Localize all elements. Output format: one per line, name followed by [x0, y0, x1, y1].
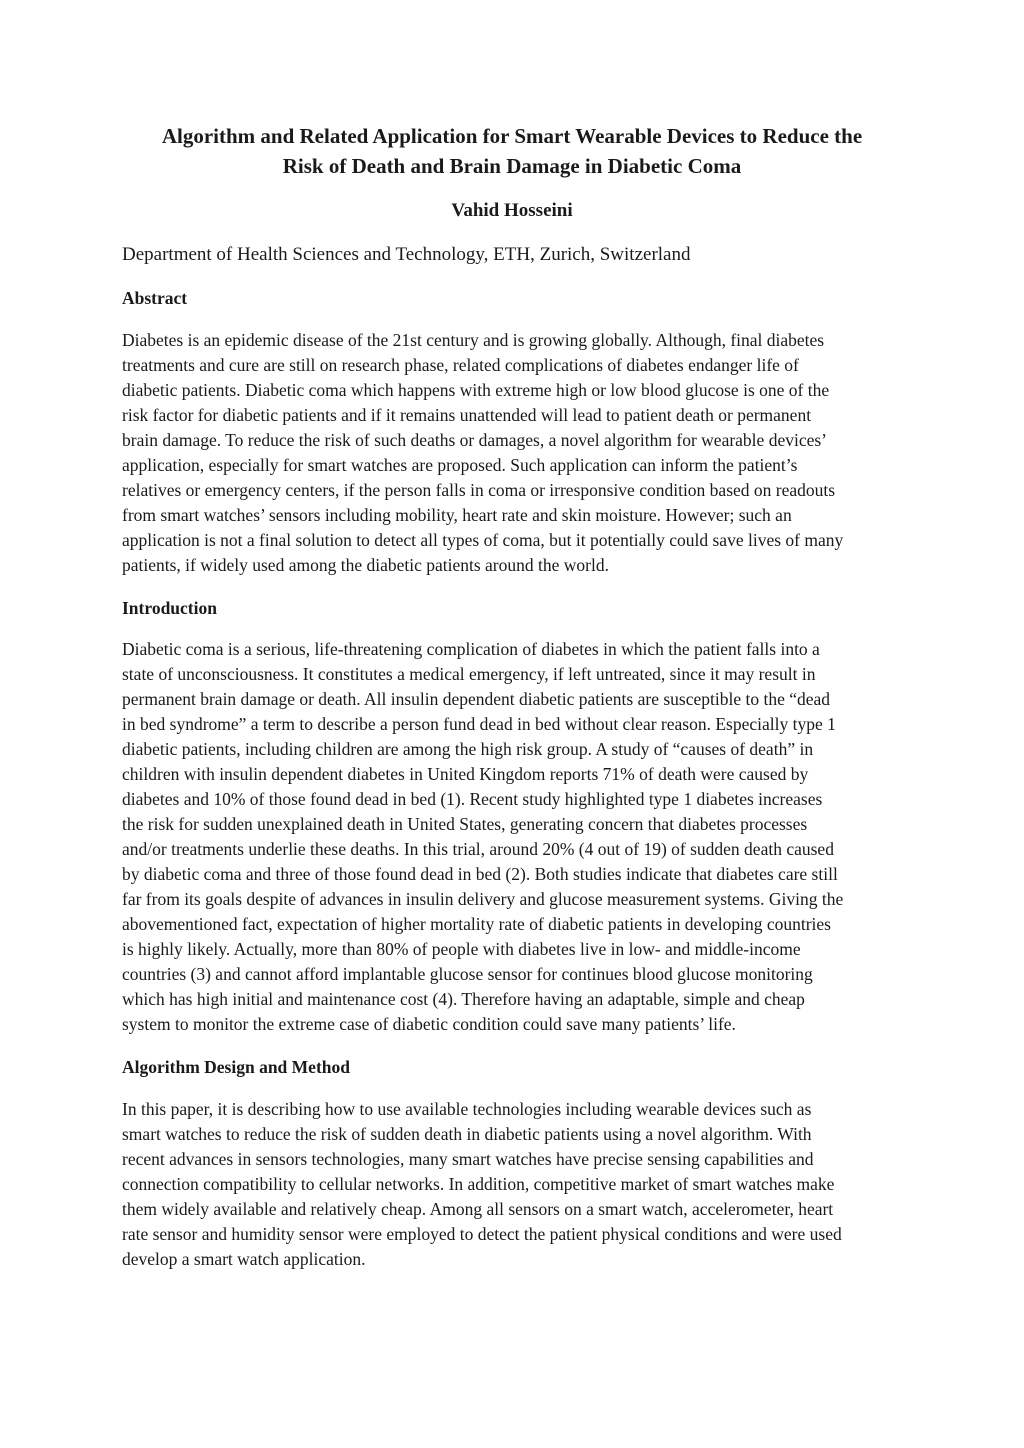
section-heading-introduction: Introduction [122, 598, 217, 618]
text-line: the risk for sudden unexplained death in United States, generating concern that diabetes processes [122, 814, 808, 834]
title-line: Algorithm and Related Application for Smart Wearable Devices to Reduce the [161, 124, 863, 148]
text-line: abovementioned fact, expectation of higher mortality rate of diabetic patients in developing countries [122, 914, 831, 934]
text-line: recent advances in sensors technologies, many smart watches have precise sensing capabilities and [122, 1149, 814, 1169]
text-line: develop a smart watch application. [122, 1249, 366, 1269]
abstract-paragraph [122, 328, 912, 578]
text-line: relatives or emergency centers, if the person falls in coma or irresponsive condition based on readouts [122, 480, 836, 500]
text-line: diabetes and 10% of those found dead in bed (1). Recent study highlighted type 1 diabetes increases [122, 789, 823, 809]
author-affiliation: Department of Health Sciences and Technology, ETH, Zurich, Switzerland [122, 244, 691, 265]
text-line: children with insulin dependent diabetes in United Kingdom reports 71% of death were caused by [122, 764, 809, 784]
text-line: brain damage. To reduce the risk of such deaths or damages, a novel algorithm for wearable devices’ [122, 430, 827, 450]
text-line: Diabetes is an epidemic disease of the 21st century and is growing globally. Although, final diabetes [122, 330, 825, 350]
text-line: which has high initial and maintenance cost (4). Therefore having an adaptable, simple and cheap [122, 989, 805, 1009]
text-line: application is not a final solution to detect all types of coma, but it potentially could save lives of many [122, 530, 844, 550]
text-line: and/or treatments underlie these deaths. In this trial, around 20% (4 out of 19) of sudden death caused [122, 839, 834, 859]
text-line: connection compatibility to cellular networks. In addition, competitive market of smart watches make [122, 1174, 835, 1194]
text-line: state of unconsciousness. It constitutes a medical emergency, if left untreated, since it may result in [122, 664, 816, 684]
text-line: smart watches to reduce the risk of sudden death in diabetic patients using a novel algorithm. With [122, 1124, 812, 1144]
author-name: Vahid Hosseini [451, 200, 573, 221]
paper-title [100, 121, 924, 181]
algorithm-design-paragraph [122, 1097, 912, 1272]
text-line: application, especially for smart watches are proposed. Such application can inform the patient’s [122, 455, 798, 475]
text-line: diabetic patients, including children are among the high risk group. A study of “causes of death” in [122, 739, 814, 759]
text-line: countries (3) and cannot afford implantable glucose sensor for continues blood glucose monitoring [122, 964, 813, 984]
section-heading-algorithm-design: Algorithm Design and Method [122, 1057, 350, 1077]
text-line: diabetic patients. Diabetic coma which happens with extreme high or low blood glucose is one of the [122, 380, 830, 400]
text-line: them widely available and relatively cheap. Among all sensors on a smart watch, accelerometer, heart [122, 1199, 834, 1219]
text-line: in bed syndrome” a term to describe a person fund dead in bed without clear reason. Especially type 1 [122, 714, 836, 734]
text-line: far from its goals despite of advances in insulin delivery and glucose measurement systems. Giving the [122, 889, 844, 909]
section-heading-abstract: Abstract [122, 288, 188, 308]
text-line: risk factor for diabetic patients and if it remains unattended will lead to patient death or permanent [122, 405, 812, 425]
title-line: Risk of Death and Brain Damage in Diabetic Coma [282, 154, 742, 178]
text-line: from smart watches’ sensors including mobility, heart rate and skin moisture. However; such an [122, 505, 792, 525]
text-line: is highly likely. Actually, more than 80% of people with diabetes live in low- and middle-income [122, 939, 801, 959]
text-line: system to monitor the extreme case of diabetic condition could save many patients’ life. [122, 1014, 736, 1034]
text-line: patients, if widely used among the diabetic patients around the world. [122, 555, 609, 575]
text-line: rate sensor and humidity sensor were employed to detect the patient physical conditions and were used [122, 1224, 842, 1244]
text-line: treatments and cure are still on research phase, related complications of diabetes endanger life of [122, 355, 799, 375]
text-line: by diabetic coma and three of those found dead in bed (2). Both studies indicate that diabetes care still [122, 864, 838, 884]
text-line: In this paper, it is describing how to use available technologies including wearable devices such as [122, 1099, 812, 1119]
text-line: permanent brain damage or death. All insulin dependent diabetic patients are susceptible to the “dead [122, 689, 831, 709]
introduction-paragraph [122, 637, 912, 1037]
text-line: Diabetic coma is a serious, life-threatening complication of diabetes in which the patient falls into a [122, 639, 820, 659]
